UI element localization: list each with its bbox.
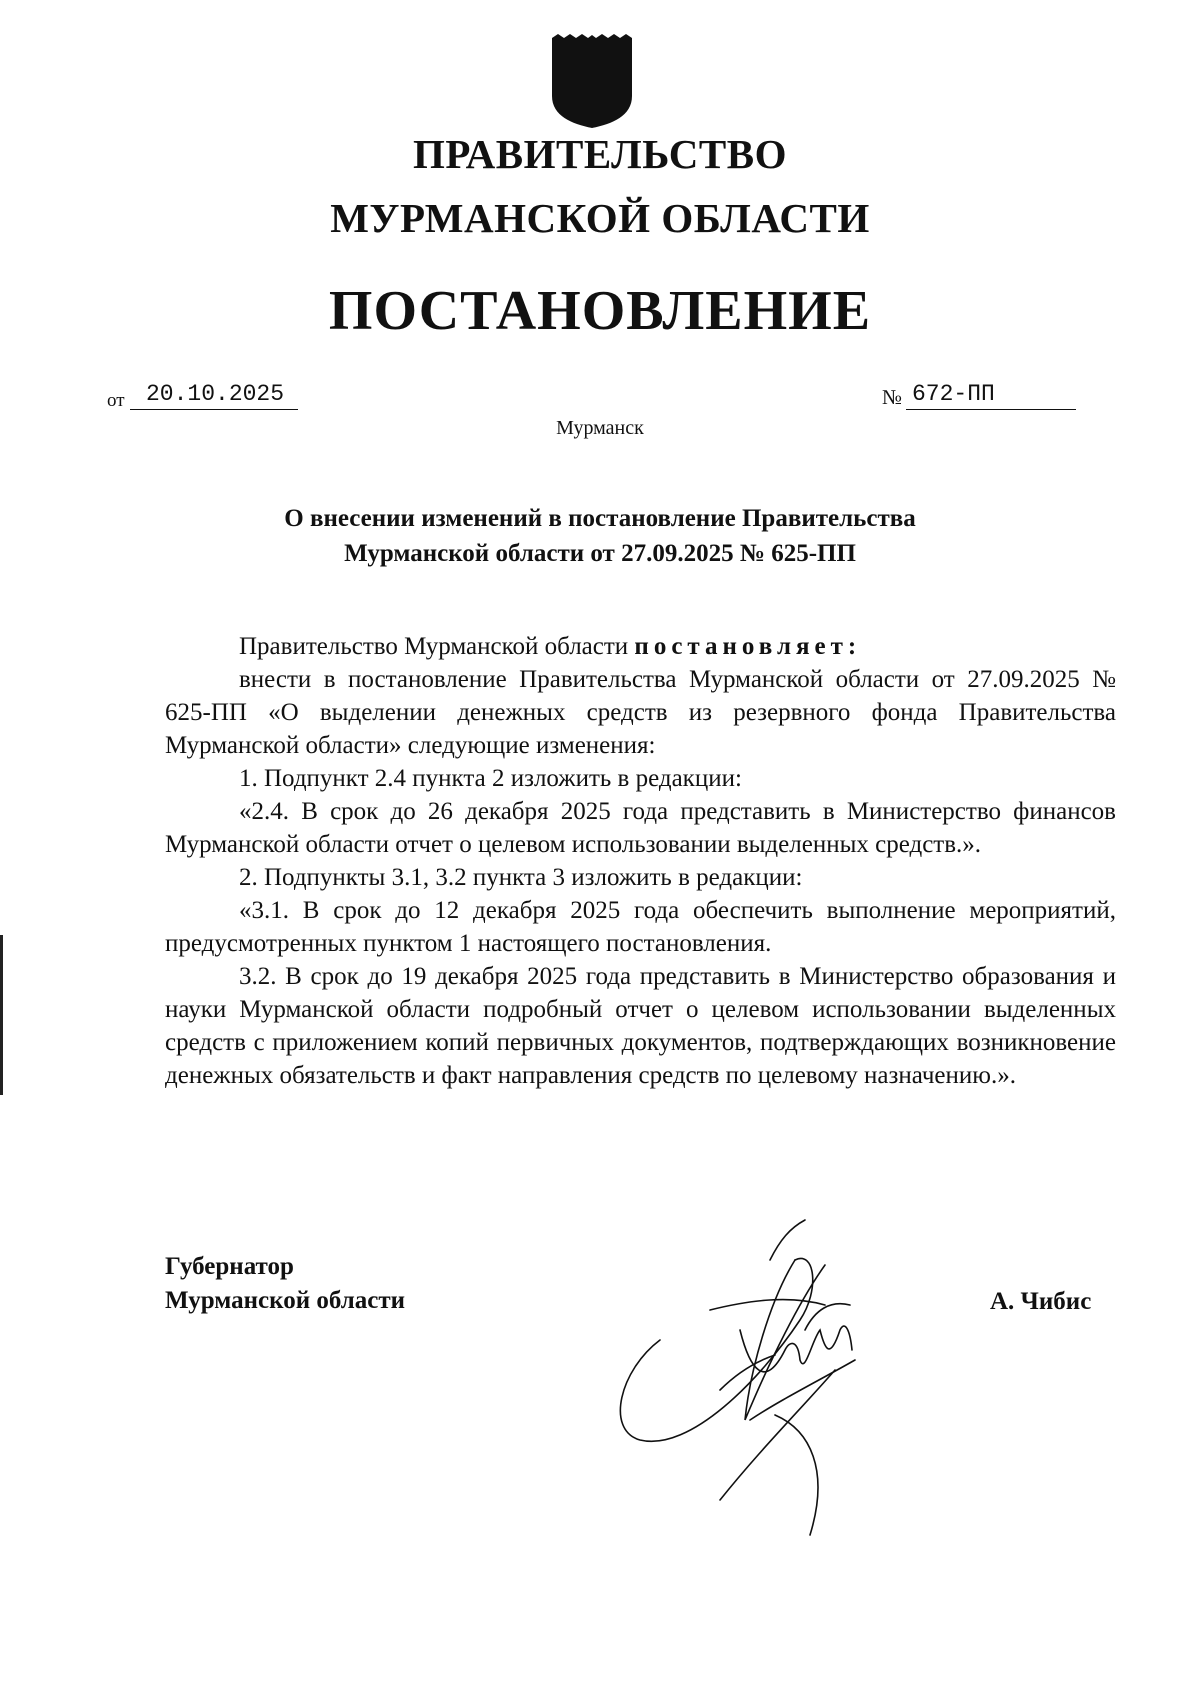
- item-2-heading: 2. Подпункты 3.1, 3.2 пункта 3 изложить в редакции:: [239, 864, 803, 891]
- item-1-text: «2.4. В срок до 26 декабря 2025 года представить в Министерство финансов Мурманской области отчет о целевом использовании выделенных средств.».: [165, 798, 1116, 858]
- signatory-position-line-2: Мурманской области: [165, 1287, 406, 1314]
- item-1-heading: 1. Подпункт 2.4 пункта 2 изложить в редакции:: [239, 765, 742, 792]
- document-number: 672-ПП: [906, 383, 1076, 410]
- document-date: 20.10.2025: [130, 383, 298, 410]
- coat-of-arms-icon: [550, 34, 634, 130]
- organization-name-line-1: ПРАВИТЕЛЬСТВО: [412, 131, 788, 177]
- preamble-paragraph: [165, 630, 1116, 663]
- preamble-text: Правительство Мурманской области: [239, 633, 629, 660]
- date-label: от: [107, 390, 125, 411]
- handwritten-signature: [600, 1190, 890, 1540]
- document-title-line-2: Мурманской области от 27.09.2025 № 625-ПП: [344, 540, 856, 567]
- number-label: №: [882, 385, 903, 409]
- item-2-text-1: «3.1. В срок до 12 декабря 2025 года обеспечить выполнение мероприятий, предусмотренных пунктом 1 настоящего постановления.: [165, 897, 1116, 957]
- item-2-text-2: 3.2. В срок до 19 декабря 2025 года представить в Министерство образования и науки Мурманской области подробный отчет о целевом использовании выделенных средств с приложением копий первичных документов, подтверждающих возникновение денежных обязательств и факт направления средств по целевому назначению.».: [165, 963, 1116, 1089]
- intro-paragraph: внести в постановление Правительства Мурманской области от 27.09.2025 № 625-ПП «О выделении денежных средств из резервного фонда Правительства Мурманской области» следующие изменения:: [165, 666, 1116, 759]
- scan-edge-mark: [0, 935, 3, 1095]
- document-body: [165, 630, 1116, 1092]
- issuing-city: Мурманск: [556, 417, 644, 439]
- signatory-position: [165, 1250, 405, 1318]
- document-title-line-1: О внесении изменений в постановление Правительства: [284, 505, 916, 532]
- organization-name-line-2: МУРМАНСКОЙ ОБЛАСТИ: [330, 195, 870, 241]
- signatory-position-line-1: Губернатор: [165, 1253, 294, 1280]
- document-type-heading: ПОСТАНОВЛЕНИЕ: [328, 280, 872, 342]
- resolution-verb: постановляет:: [634, 633, 862, 660]
- signatory-name: А. Чибис: [990, 1288, 1092, 1315]
